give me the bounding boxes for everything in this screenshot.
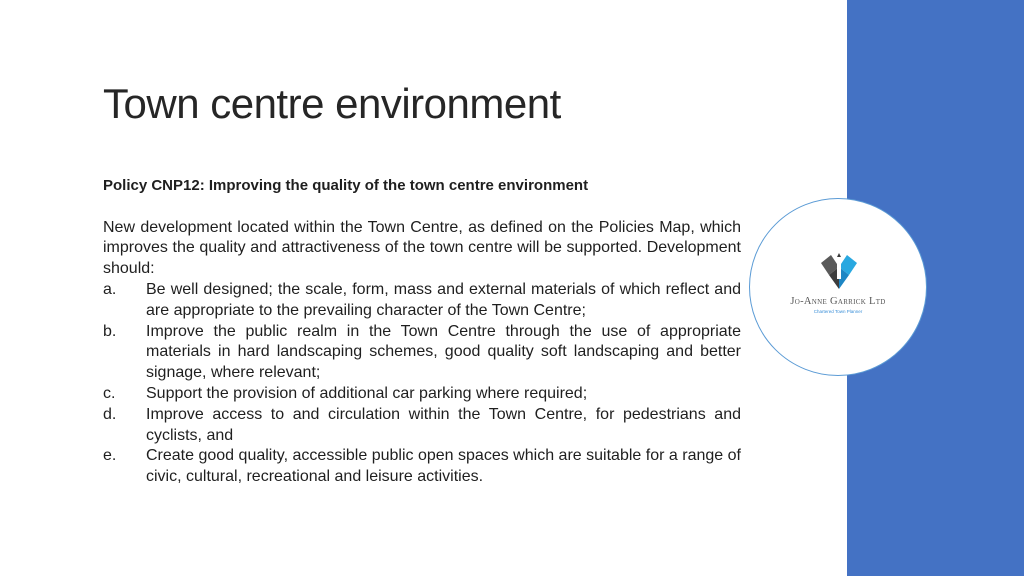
policy-intro-paragraph: New development located within the Town Centre, as defined on the Policies Map, which improves the quality and attractiveness of the town centre will be supported. Development should: [103,218,741,278]
list-marker: e. [103,447,117,465]
list-marker: a. [103,280,117,298]
list-item-text: Support the provision of additional car parking where required; [146,384,588,402]
list-item-text: Create good quality, accessible public open spaces which are suitable for a range of civic, cultural, recreational and leisure activities. [146,447,741,486]
logo-company-name: Jo-Anne Garrick Ltd [790,296,886,307]
policy-heading: Policy CNP12: Improving the quality of the town centre environment [103,177,589,194]
list-marker: b. [103,322,117,340]
diamond-logo-icon [817,253,861,291]
slide-title: Town centre environment [103,80,561,127]
list-item-c [103,384,741,405]
list-item-text: Be well designed; the scale, form, mass and external materials of which reflect and are appropriate to the prevailing character of the Town Centre; [146,280,741,319]
policy-requirements-list [103,280,741,488]
list-marker: c. [103,384,116,402]
list-item-b [103,322,741,384]
list-item-text: Improve the public realm in the Town Centre through the use of appropriate materials in hard landscaping schemes, good quality soft landscaping and better signage, where relevant; [146,322,741,382]
list-item-e [103,446,741,488]
list-item-a [103,280,741,322]
logo-circle [749,198,927,376]
list-item-text: Improve access to and circulation within the Town Centre, for pedestrians and cyclists, and [146,405,741,444]
logo-tagline: Chartered Town Planner [813,309,863,314]
list-marker: d. [103,405,117,423]
list-item-d [103,405,741,447]
policy-content [103,176,741,488]
